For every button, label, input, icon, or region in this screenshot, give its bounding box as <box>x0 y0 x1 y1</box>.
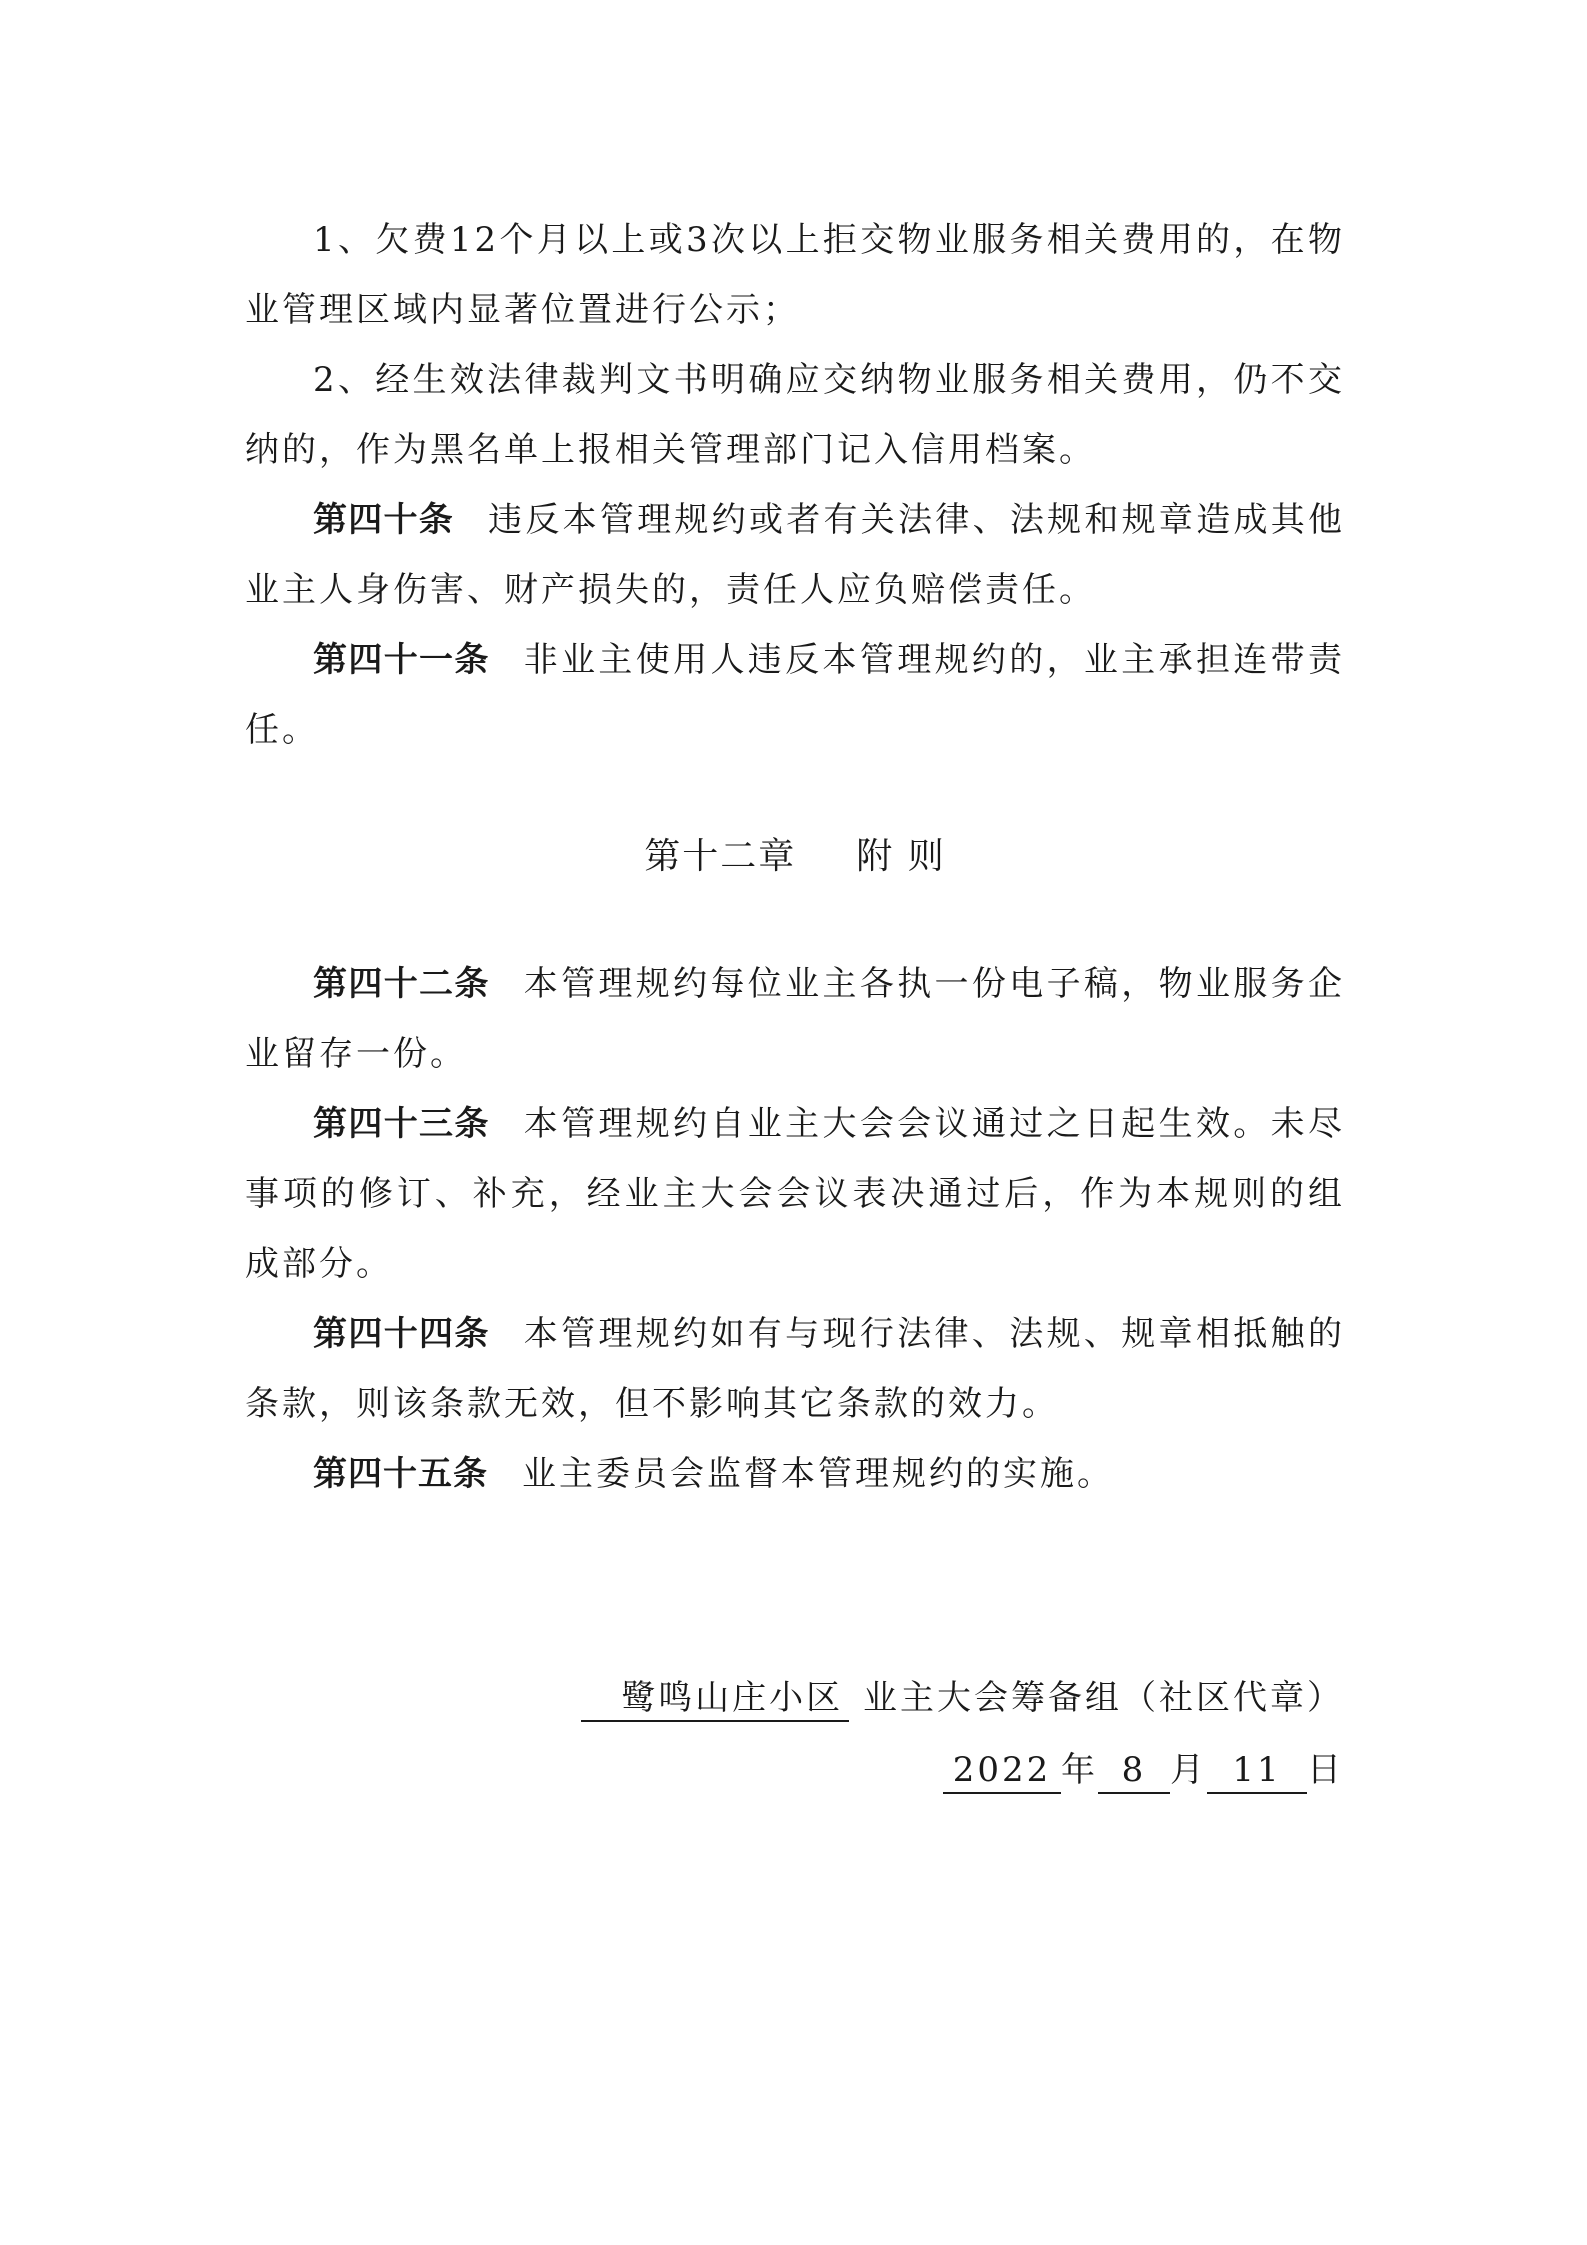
article-45 <box>245 1439 1345 1509</box>
community-name: 鹭鸣山庄小区 <box>581 1676 849 1722</box>
article-41 <box>245 625 1345 765</box>
article-text: 本管理规约每位业主各执一份电子稿，物业服务企业留存一份。 <box>245 964 1346 1074</box>
article-heading: 第四十三条 <box>313 1104 490 1144</box>
date-month: 8 <box>1098 1748 1170 1794</box>
article-40 <box>245 485 1345 625</box>
signature-date <box>943 1742 1344 1794</box>
article-heading: 第四十五条 <box>313 1454 488 1494</box>
article-heading: 第四十条 <box>313 500 455 540</box>
article-43 <box>245 1089 1345 1299</box>
article-text: 违反本管理规约或者有关法律、法规和规章造成其他业主人身伤害、财产损失的，责任人应负赔偿责任。 <box>245 500 1345 610</box>
date-year-unit: 年 <box>1061 1750 1098 1790</box>
paragraph-text: 1、欠费12个月以上或3次以上拒交物业服务相关费用的，在物业管理区域内显著位置进行公示； <box>245 220 1345 330</box>
article-text: 本管理规约自业主大会会议通过之日起生效。未尽事项的修订、补充，经业主大会会议表决通过后，作为本规则的组成部分。 <box>245 1104 1346 1284</box>
document-body <box>245 205 1345 1509</box>
article-heading: 第四十二条 <box>313 964 490 1004</box>
paragraph-text: 2、经生效法律裁判文书明确应交纳物业服务相关费用，仍不交纳的，作为黑名单上报相关管理部门记入信用档案。 <box>245 360 1345 470</box>
article-heading: 第四十一条 <box>313 640 490 680</box>
article-heading: 第四十四条 <box>313 1314 490 1354</box>
paragraph-item-1 <box>245 205 1345 345</box>
paragraph-item-2 <box>245 345 1345 485</box>
chapter-number: 第十二章 <box>644 836 797 877</box>
article-42 <box>245 949 1345 1089</box>
date-year: 2022 <box>943 1748 1061 1794</box>
date-day-unit: 日 <box>1307 1750 1344 1790</box>
signature-organization <box>581 1670 1344 1722</box>
organization-text: 业主大会筹备组（社区代章） <box>863 1678 1344 1718</box>
article-text: 非业主使用人违反本管理规约的，业主承担连带责任。 <box>245 640 1346 750</box>
date-month-unit: 月 <box>1170 1750 1207 1790</box>
article-44 <box>245 1299 1345 1439</box>
chapter-title: 附 则 <box>856 836 946 877</box>
date-day: 11 <box>1207 1748 1307 1794</box>
article-text: 业主委员会监督本管理规约的实施。 <box>522 1454 1114 1494</box>
article-text: 本管理规约如有与现行法律、法规、规章相抵触的条款，则该条款无效，但不影响其它条款的效力。 <box>245 1314 1346 1424</box>
chapter-heading <box>245 827 1345 887</box>
